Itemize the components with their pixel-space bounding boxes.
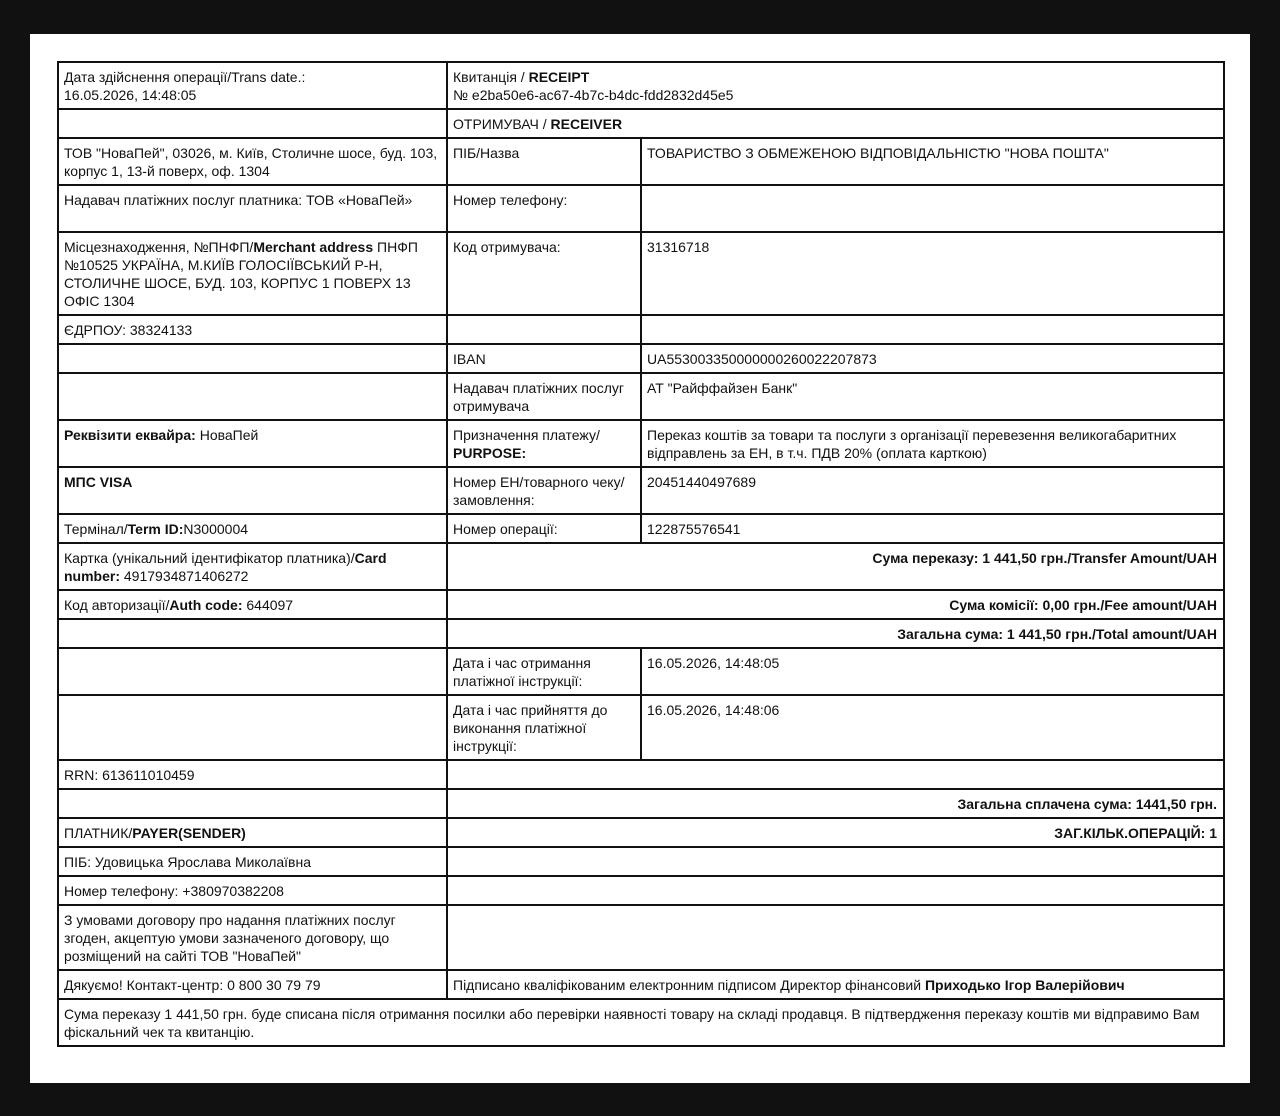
iban-label: IBAN	[447, 344, 641, 373]
row-merchant-address	[58, 232, 1224, 315]
card-number: 4917934871406272	[120, 568, 249, 584]
signature-cell	[447, 970, 1224, 999]
row-purpose	[58, 420, 1224, 467]
receiver-phone-value	[641, 185, 1224, 232]
merchant-address-label-en: Merchant address	[253, 239, 374, 255]
terminal-cell	[58, 514, 447, 543]
agreement-text: З умовами договору про надання платіжних послуг згоден, акцептую умови зазначеного договору, що розміщений на сайті ТОВ "НоваПей"	[58, 905, 447, 970]
auth-code-value: 644097	[242, 597, 294, 613]
receiver-code-label: Код отримувача:	[447, 232, 641, 315]
row-agreement	[58, 905, 1224, 970]
receiver-bank-value: АТ "Райффайзен Банк"	[641, 373, 1224, 420]
merchant-address-cell	[58, 232, 447, 315]
row-payer-name	[58, 847, 1224, 876]
operations-count: ЗАГ.КІЛЬК.ОПЕРАЦІЙ: 1	[447, 818, 1224, 847]
trans-date-value: 16.05.2026, 14:48:05	[64, 87, 197, 103]
receiver-title-en: RECEIVER	[550, 116, 623, 132]
purpose-label-cell	[447, 420, 641, 467]
receiver-phone-label: Номер телефону:	[447, 185, 641, 232]
payer-name: ПІБ: Удовицька Ярослава Миколаївна	[58, 847, 447, 876]
total-paid-amount: Загальна сплачена сума: 1441,50 грн.	[447, 789, 1224, 818]
receiver-bank-label: Надавач платіжних послуг отримувача	[447, 373, 641, 420]
trans-date-cell	[58, 62, 447, 109]
terminal-value: N3000004	[183, 521, 249, 537]
iban-value: UA553003350000000260022207873	[641, 344, 1224, 373]
payer-provider: Надавач платіжних послуг платника: ТОВ «НоваПей»	[58, 185, 447, 232]
receipt-number: № e2ba50e6-ac67-4b7c-b4dc-fdd2832d45e5	[453, 87, 734, 103]
receipt-table	[57, 61, 1225, 1047]
row-company	[58, 138, 1224, 185]
card-cell	[58, 543, 447, 590]
purpose-label-en: PURPOSE:	[453, 445, 527, 461]
row-total-paid	[58, 789, 1224, 818]
terminal-label-en: Term ID:	[127, 521, 184, 537]
row-contact	[58, 970, 1224, 999]
total-amount: Загальна сума: 1 441,50 грн./Total amount/UAH	[447, 619, 1224, 648]
acquirer-label: Реквізити еквайра:	[64, 427, 196, 443]
row-en-number	[58, 467, 1224, 514]
payer-phone: Номер телефону: +380970382208	[58, 876, 447, 905]
accepted-time-label: Дата і час прийняття до виконання платіжної інструкції:	[447, 695, 641, 760]
rrn: RRN: 613611010459	[58, 760, 447, 789]
row-terminal	[58, 514, 1224, 543]
row-auth-code	[58, 590, 1224, 619]
payer-header	[58, 818, 447, 847]
signature-text: Підписано кваліфікованим електронним підписом Директор фінансовий	[453, 977, 925, 993]
operation-number-value: 122875576541	[641, 514, 1224, 543]
terminal-label: Термінал/	[64, 521, 128, 537]
acquirer-value: НоваПей	[195, 427, 259, 443]
footer-note: Сума переказу 1 441,50 грн. буде списана після отримання посилки або перевірки наявності товару на складі продавця. В підтвердження переказу коштів ми відправимо Вам фіскальний чек та квитанцію.	[58, 999, 1224, 1046]
card-label-en: Card number:	[64, 550, 387, 584]
received-time-label: Дата і час отримання платіжної інструкції:	[447, 648, 641, 695]
receipt-sheet	[30, 34, 1250, 1083]
receiver-header	[447, 109, 1224, 138]
payer-title-en: PAYER(SENDER)	[132, 825, 246, 841]
fee-amount: Сума комісії: 0,00 грн./Fee amount/UAH	[447, 590, 1224, 619]
purpose-label: Призначення платежу/	[453, 427, 600, 443]
row-provider	[58, 185, 1224, 232]
edrpou: ЄДРПОУ: 38324133	[58, 315, 447, 344]
payer-title: ПЛАТНИК/	[64, 825, 133, 841]
row-total-amount	[58, 619, 1224, 648]
received-time-value: 16.05.2026, 14:48:05	[641, 648, 1224, 695]
receiver-title: ОТРИМУВАЧ /	[453, 116, 551, 132]
transfer-amount: Сума переказу: 1 441,50 грн./Transfer Amount/UAH	[447, 543, 1224, 590]
mps-visa: МПС VISA	[64, 474, 133, 490]
en-number-label: Номер ЕН/товарного чеку/замовлення:	[447, 467, 641, 514]
row-receiver-bank	[58, 373, 1224, 420]
row-card	[58, 543, 1224, 590]
contact-center: Дякуємо! Контакт-центр: 0 800 30 79 79	[58, 970, 447, 999]
auth-code-label: Код авторизації/	[64, 597, 170, 613]
receipt-title-en: RECEIPT	[528, 69, 590, 85]
accepted-time-value: 16.05.2026, 14:48:06	[641, 695, 1224, 760]
receipt-number-cell	[447, 62, 1224, 109]
merchant-address-value: ПНФП №10525 УКРАЇНА, М.КИЇВ ГОЛОСІЇВСЬКИЙ Р-Н, СТОЛИЧНЕ ШОСЕ, БУД. 103, КОРПУС 1 ПОВЕРХ 13 ОФІС 1304	[64, 239, 418, 309]
row-iban	[58, 344, 1224, 373]
auth-code-cell	[58, 590, 447, 619]
receiver-name-label: ПІБ/Назва	[447, 138, 641, 185]
row-rrn	[58, 760, 1224, 789]
company-address: ТОВ "НоваПей", 03026, м. Київ, Столичне шосе, буд. 103, корпус 1, 13-й поверх, оф. 1304	[58, 138, 447, 185]
purpose-value: Переказ коштів за товари та послуги з організації перевезення великогабаритних відправлень за ЕН, в т.ч. ПДВ 20% (оплата карткою)	[641, 420, 1224, 467]
receiver-name-value: ТОВАРИСТВО З ОБМЕЖЕНОЮ ВІДПОВІДАЛЬНІСТЮ "НОВА ПОШТА"	[641, 138, 1224, 185]
row-footer	[58, 999, 1224, 1046]
operation-number-label: Номер операції:	[447, 514, 641, 543]
merchant-address-label: Місцезнаходження, №ПНФП/	[64, 239, 254, 255]
acquirer-cell	[58, 420, 447, 467]
card-label: Картка (унікальний ідентифікатор платника)/	[64, 550, 355, 566]
auth-code-label-en: Auth code:	[169, 597, 243, 613]
row-payer	[58, 818, 1224, 847]
row-receiver-header	[58, 109, 1224, 138]
row-received-time	[58, 648, 1224, 695]
receipt-title: Квитанція /	[453, 69, 529, 85]
row-accepted-time	[58, 695, 1224, 760]
en-number-value: 20451440497689	[641, 467, 1224, 514]
row-trans-date	[58, 62, 1224, 109]
trans-date-label: Дата здійснення операції/Trans date.:	[64, 69, 306, 85]
row-edrpou	[58, 315, 1224, 344]
row-payer-phone	[58, 876, 1224, 905]
receiver-code-value: 31316718	[641, 232, 1224, 315]
signatory-name: Приходько Ігор Валерійович	[924, 977, 1125, 993]
